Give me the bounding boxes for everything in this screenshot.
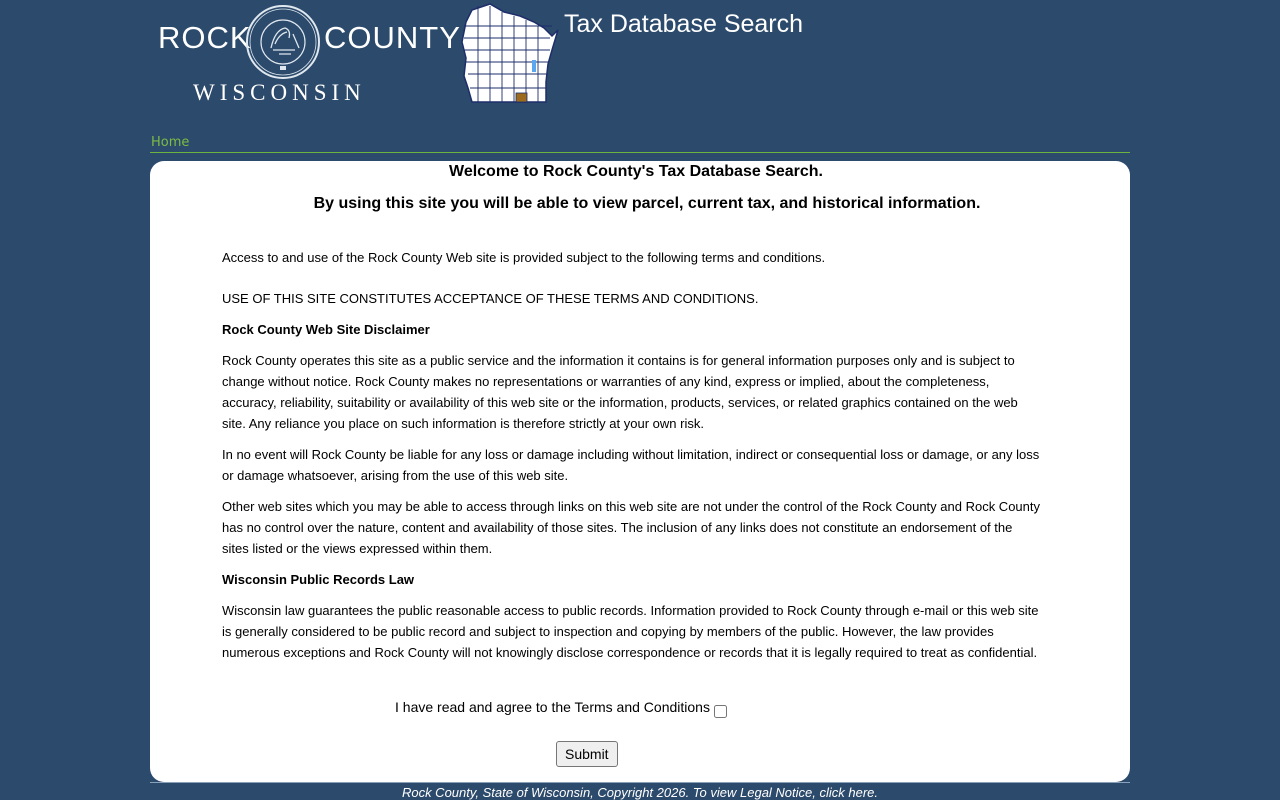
records-paragraph: Wisconsin law guarantees the public reasonable access to public records. Information provided to Rock County through e-mail or this web site is generally considered to be public record and subject to inspection and copying by members of the public. However, the law provides numerous exceptions and Rock County will not knowingly disclose correspondence or records that it is legally required to treat as confidential. — [222, 603, 1039, 660]
welcome-heading: Welcome to Rock County's Tax Database Search. — [449, 163, 823, 180]
terms-panel — [150, 161, 1130, 782]
agree-terms-row[interactable] — [395, 699, 727, 715]
disclaimer-heading: Rock County Web Site Disclaimer — [222, 322, 430, 337]
nav-home-link[interactable]: Home — [151, 135, 190, 150]
external-links-paragraph: Other web sites which you may be able to access through links on this web site are not under the control of the Rock County and Rock County has no control over the nature, content and availability of those sites. The inclusion of any links does not constitute an endorsement of the sites listed or the views expressed within them. — [222, 499, 1040, 556]
logo-word-wisconsin: WISCONSIN — [193, 80, 366, 105]
footer-copyright: Rock County, State of Wisconsin, Copyright 2026. To view Legal Notice, — [401, 785, 820, 800]
legal-notice-link[interactable]: click here. — [819, 785, 879, 800]
terms-intro: Access to and use of the Rock County Web site is provided subject to the following terms and conditions. — [222, 250, 826, 265]
terms-text — [222, 247, 1042, 673]
county-seal-icon — [245, 4, 321, 80]
logo-word-county: COUNTY — [324, 20, 461, 55]
disclaimer-paragraph: Rock County operates this site as a public service and the information it contains is for general information purposes only and is subject to change without notice. Rock County makes no representations or warranties of any kind, express or implied, about the completeness, accuracy, reliability, suitability or availability of this web site or the information, products, services, or related graphics contained on the web site. Any reliance you place on such information is therefore strictly at your own risk. — [222, 353, 1018, 431]
terms-acceptance: USE OF THIS SITE CONSTITUTES ACCEPTANCE OF THESE TERMS AND CONDITIONS. — [222, 291, 759, 306]
agree-terms-label: I have read and agree to the Terms and Conditions — [395, 699, 710, 715]
page-footer — [150, 782, 1130, 800]
site-header — [0, 0, 1280, 130]
logo-word-rock: ROCK — [158, 20, 252, 55]
nav-bar — [150, 135, 1130, 153]
wisconsin-map-icon — [460, 2, 560, 106]
records-heading: Wisconsin Public Records Law — [222, 572, 415, 587]
submit-button[interactable]: Submit — [556, 741, 618, 767]
welcome-subtitle: By using this site you will be able to view parcel, current tax, and historical information. — [313, 195, 981, 212]
agree-terms-checkbox[interactable] — [714, 705, 727, 718]
liability-paragraph: In no event will Rock County be liable for any loss or damage including without limitation, indirect or consequential loss or damage, or any loss or damage whatsoever, arising from the use of this web site. — [222, 447, 1040, 483]
site-title: Tax Database Search — [564, 10, 804, 38]
